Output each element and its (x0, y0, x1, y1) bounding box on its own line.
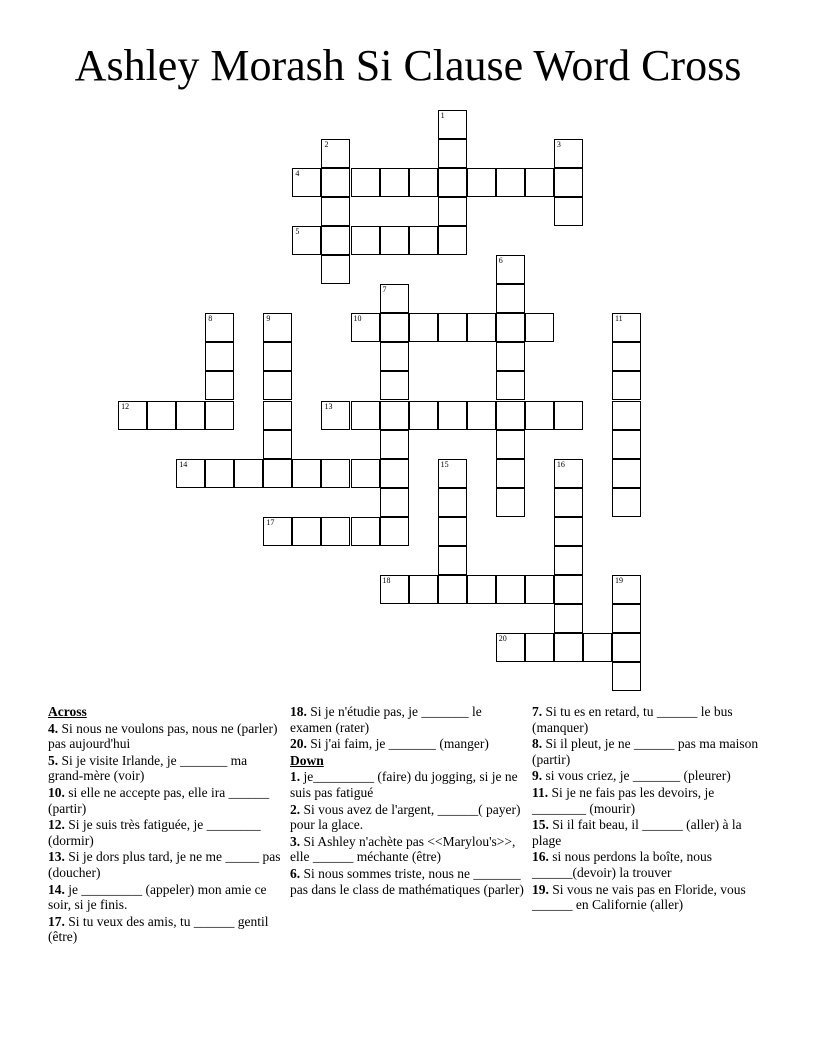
clues-column-3 (532, 704, 768, 914)
grid-cell[interactable] (496, 168, 525, 197)
clue-number: 20 (498, 633, 507, 643)
clue-number-label: 6. (290, 865, 301, 881)
clue-number-label: 9. (532, 768, 543, 784)
grid-cell[interactable] (612, 371, 641, 400)
grid-cell[interactable] (554, 517, 583, 546)
clue-text: Si je dors plus tard, je ne me _____ pas (doucher) (48, 849, 281, 880)
across-heading: Across (48, 704, 87, 719)
grid-cell[interactable] (380, 226, 409, 255)
grid-cell[interactable] (554, 197, 583, 226)
down-clue (290, 866, 526, 897)
clues-column-2 (290, 704, 526, 898)
clue-number-label: 20. (290, 736, 307, 752)
clue-number: 8 (208, 314, 213, 324)
grid-cell[interactable] (525, 168, 554, 197)
grid-cell[interactable] (554, 575, 583, 604)
grid-cell[interactable] (496, 313, 525, 342)
grid-cell[interactable] (409, 226, 438, 255)
grid-cell[interactable] (554, 488, 583, 517)
grid-cell[interactable] (438, 139, 467, 168)
grid-cell[interactable] (612, 488, 641, 517)
grid-cell[interactable] (496, 633, 525, 662)
grid-cell[interactable] (263, 342, 292, 371)
grid-cell[interactable] (263, 313, 292, 342)
grid-cell[interactable] (467, 168, 496, 197)
clue-number: 17 (266, 517, 275, 527)
clue-text: Si Ashley n'achète pas <<Marylou's>>, elle ______ méchante (être) (290, 833, 516, 865)
across-clue (48, 817, 284, 848)
clue-number: 9 (266, 314, 271, 324)
grid-cell[interactable] (321, 226, 350, 255)
clue-number-label: 3. (290, 833, 301, 849)
clue-text: Si je suis très fatiguée, je ________ (dormir) (48, 817, 261, 848)
grid-cell[interactable] (583, 633, 612, 662)
grid-cell[interactable] (321, 517, 350, 546)
clue-number: 13 (324, 401, 333, 411)
grid-cell[interactable] (525, 633, 554, 662)
grid-cell[interactable] (321, 139, 350, 168)
grid-cell[interactable] (438, 575, 467, 604)
grid-cell[interactable] (496, 284, 525, 313)
clue-number: 10 (353, 314, 362, 324)
clue-number-label: 12. (48, 817, 65, 833)
grid-cell[interactable] (554, 459, 583, 488)
across-clue (48, 882, 284, 913)
grid-cell[interactable] (263, 459, 292, 488)
grid-cell[interactable] (612, 342, 641, 371)
grid-cell[interactable] (205, 401, 234, 430)
grid-cell[interactable] (380, 517, 409, 546)
grid-cell[interactable] (380, 168, 409, 197)
down-clue (532, 785, 768, 816)
grid-cell[interactable] (263, 371, 292, 400)
clue-number: 18 (382, 575, 391, 585)
grid-cell[interactable] (554, 168, 583, 197)
clue-number-label: 5. (48, 752, 59, 768)
clue-text: Si nous sommes triste, nous ne _______ pas dans le class de mathématiques (parler) (290, 865, 524, 897)
grid-cell[interactable] (380, 313, 409, 342)
grid-cell[interactable] (496, 430, 525, 459)
across-clue (48, 914, 284, 945)
grid-cell[interactable] (554, 546, 583, 575)
grid-cell[interactable] (292, 168, 321, 197)
clue-text: si vous criez, je _______ (pleurer) (542, 768, 731, 784)
clue-text: Si il pleut, je ne ______ pas ma maison (partir) (532, 736, 759, 767)
grid-cell[interactable] (409, 168, 438, 197)
down-clue (290, 802, 526, 833)
clue-number: 3 (556, 140, 561, 150)
down-clue (532, 736, 768, 767)
clue-number: 12 (121, 401, 130, 411)
grid-cell[interactable] (380, 430, 409, 459)
grid-cell[interactable] (554, 604, 583, 633)
grid-cell[interactable] (438, 110, 467, 139)
grid-cell[interactable] (612, 662, 641, 691)
grid-cell[interactable] (380, 371, 409, 400)
clue-text: si elle ne accepte pas, elle ira ______ (partir) (48, 784, 270, 816)
grid-cell[interactable] (554, 401, 583, 430)
across-clue (48, 721, 284, 752)
grid-cell[interactable] (263, 430, 292, 459)
clue-number: 15 (440, 459, 449, 469)
grid-cell[interactable] (292, 517, 321, 546)
clue-number: 16 (556, 459, 565, 469)
grid-cell[interactable] (612, 575, 641, 604)
clue-text: Si nous ne voulons pas, nous ne (parler) pas aujourd'hui (48, 720, 278, 752)
clue-number-label: 4. (48, 720, 59, 736)
clue-number: 6 (498, 256, 503, 266)
clue-text: si nous perdons la boîte, nous ______(devoir) la trouver (532, 849, 712, 880)
grid-cell[interactable] (438, 401, 467, 430)
grid-cell[interactable] (525, 313, 554, 342)
clue-number-label: 11. (532, 784, 549, 800)
grid-cell[interactable] (496, 488, 525, 517)
down-clue (532, 768, 768, 784)
grid-cell[interactable] (612, 459, 641, 488)
clue-number-label: 8. (532, 736, 543, 752)
grid-cell[interactable] (496, 255, 525, 284)
clue-number-label: 7. (532, 704, 543, 719)
grid-cell[interactable] (612, 401, 641, 430)
clues-column-1 (48, 704, 284, 946)
grid-cell[interactable] (176, 459, 205, 488)
grid-cell[interactable] (205, 459, 234, 488)
down-clue (532, 882, 768, 913)
grid-cell[interactable] (118, 401, 147, 430)
grid-cell[interactable] (467, 575, 496, 604)
grid-cell[interactable] (292, 459, 321, 488)
clue-number: 11 (614, 314, 623, 324)
grid-cell[interactable] (380, 575, 409, 604)
down-clue (532, 704, 768, 735)
grid-cell[interactable] (321, 255, 350, 284)
grid-cell[interactable] (438, 226, 467, 255)
clue-text: Si tu es en retard, tu ______ le bus (manquer) (532, 704, 733, 735)
clue-number: 1 (440, 111, 445, 120)
down-clue (290, 834, 526, 865)
down-clue (532, 817, 768, 848)
clue-number-label: 15. (532, 817, 549, 833)
grid-cell[interactable] (263, 517, 292, 546)
clue-number-label: 1. (290, 769, 301, 785)
grid-cell[interactable] (554, 633, 583, 662)
across-clue (48, 849, 284, 880)
clue-number-label: 10. (48, 784, 65, 800)
clue-number: 4 (295, 169, 300, 179)
down-clue (532, 849, 768, 880)
grid-cell[interactable] (321, 197, 350, 226)
grid-cell[interactable] (409, 313, 438, 342)
clue-text: Si vous avez de l'argent, ______( payer) pour la glace. (290, 801, 521, 833)
grid-cell[interactable] (380, 488, 409, 517)
grid-cell[interactable] (496, 342, 525, 371)
grid-cell[interactable] (612, 604, 641, 633)
grid-cell[interactable] (351, 226, 380, 255)
grid-cell[interactable] (554, 139, 583, 168)
grid-cell[interactable] (496, 575, 525, 604)
grid-cell[interactable] (438, 546, 467, 575)
grid-cell[interactable] (351, 401, 380, 430)
grid-cell[interactable] (612, 313, 641, 342)
clue-number: 2 (324, 140, 329, 150)
clue-text: Si vous ne vais pas en Floride, vous ______ en Californie (aller) (532, 881, 746, 913)
grid-cell[interactable] (351, 459, 380, 488)
grid-cell[interactable] (321, 459, 350, 488)
clue-number-label: 17. (48, 913, 65, 929)
grid-cell[interactable] (496, 459, 525, 488)
clue-number-label: 13. (48, 849, 65, 865)
grid-cell[interactable] (234, 459, 263, 488)
grid-cell[interactable] (467, 313, 496, 342)
grid-cell[interactable] (438, 168, 467, 197)
grid-cell[interactable] (380, 459, 409, 488)
clue-text: Si je visite Irlande, je _______ ma grand-mère (voir) (48, 752, 248, 784)
grid-cell[interactable] (380, 401, 409, 430)
grid-cell[interactable] (496, 401, 525, 430)
clue-number-label: 18. (290, 704, 307, 719)
down-heading: Down (290, 752, 324, 768)
grid-cell[interactable] (380, 284, 409, 313)
grid-cell[interactable] (205, 313, 234, 342)
grid-cell[interactable] (612, 430, 641, 459)
page-title: Ashley Morash Si Clause Word Cross (74, 41, 742, 90)
clue-text: je_________ (faire) du jogging, si je ne suis pas fatigué (290, 769, 518, 800)
clue-number-label: 14. (48, 881, 65, 897)
grid-cell[interactable] (525, 575, 554, 604)
clue-text: Si je n'étudie pas, je _______ le examen (rater) (290, 704, 482, 735)
grid-cell[interactable] (321, 168, 350, 197)
clue-text: Si il fait beau, il ______ (aller) à la plage (532, 817, 742, 848)
grid-cell[interactable] (438, 197, 467, 226)
grid-cell[interactable] (380, 342, 409, 371)
grid-cell[interactable] (351, 168, 380, 197)
grid-cell[interactable] (147, 401, 176, 430)
grid-cell[interactable] (176, 401, 205, 430)
clue-number: 5 (295, 227, 300, 237)
grid-cell[interactable] (321, 401, 350, 430)
grid-cell[interactable] (409, 575, 438, 604)
grid-cell[interactable] (496, 371, 525, 400)
across-clue (290, 704, 526, 735)
grid-cell[interactable] (438, 517, 467, 546)
grid-cell[interactable] (205, 342, 234, 371)
grid-cell[interactable] (467, 401, 496, 430)
grid-cell[interactable] (351, 517, 380, 546)
grid-cell[interactable] (438, 459, 467, 488)
grid-cell[interactable] (438, 488, 467, 517)
grid-cell[interactable] (292, 226, 321, 255)
clue-number-label: 16. (532, 849, 549, 865)
grid-cell[interactable] (438, 313, 467, 342)
grid-cell[interactable] (409, 401, 438, 430)
grid-cell[interactable] (205, 371, 234, 400)
clue-text: Si tu veux des amis, tu ______ gentil (être) (48, 913, 269, 945)
clue-text: Si j'ai faim, je _______ (manger) (306, 736, 489, 752)
grid-cell[interactable] (525, 401, 554, 430)
down-clue (290, 769, 526, 800)
clue-number: 19 (614, 575, 623, 585)
grid-cell[interactable] (612, 633, 641, 662)
clue-number: 7 (382, 285, 387, 295)
clue-number-label: 2. (290, 801, 301, 817)
grid-cell[interactable] (351, 313, 380, 342)
clue-number-label: 19. (532, 881, 549, 897)
across-clue (48, 753, 284, 784)
clue-text: je _________ (appeler) mon amie ce soir, si je finis. (48, 881, 267, 913)
grid-cell[interactable] (263, 401, 292, 430)
across-clue (290, 736, 526, 752)
clue-text: Si je ne fais pas les devoirs, je ________ (mourir) (532, 784, 715, 816)
clue-number: 14 (179, 459, 188, 469)
across-clue (48, 785, 284, 816)
